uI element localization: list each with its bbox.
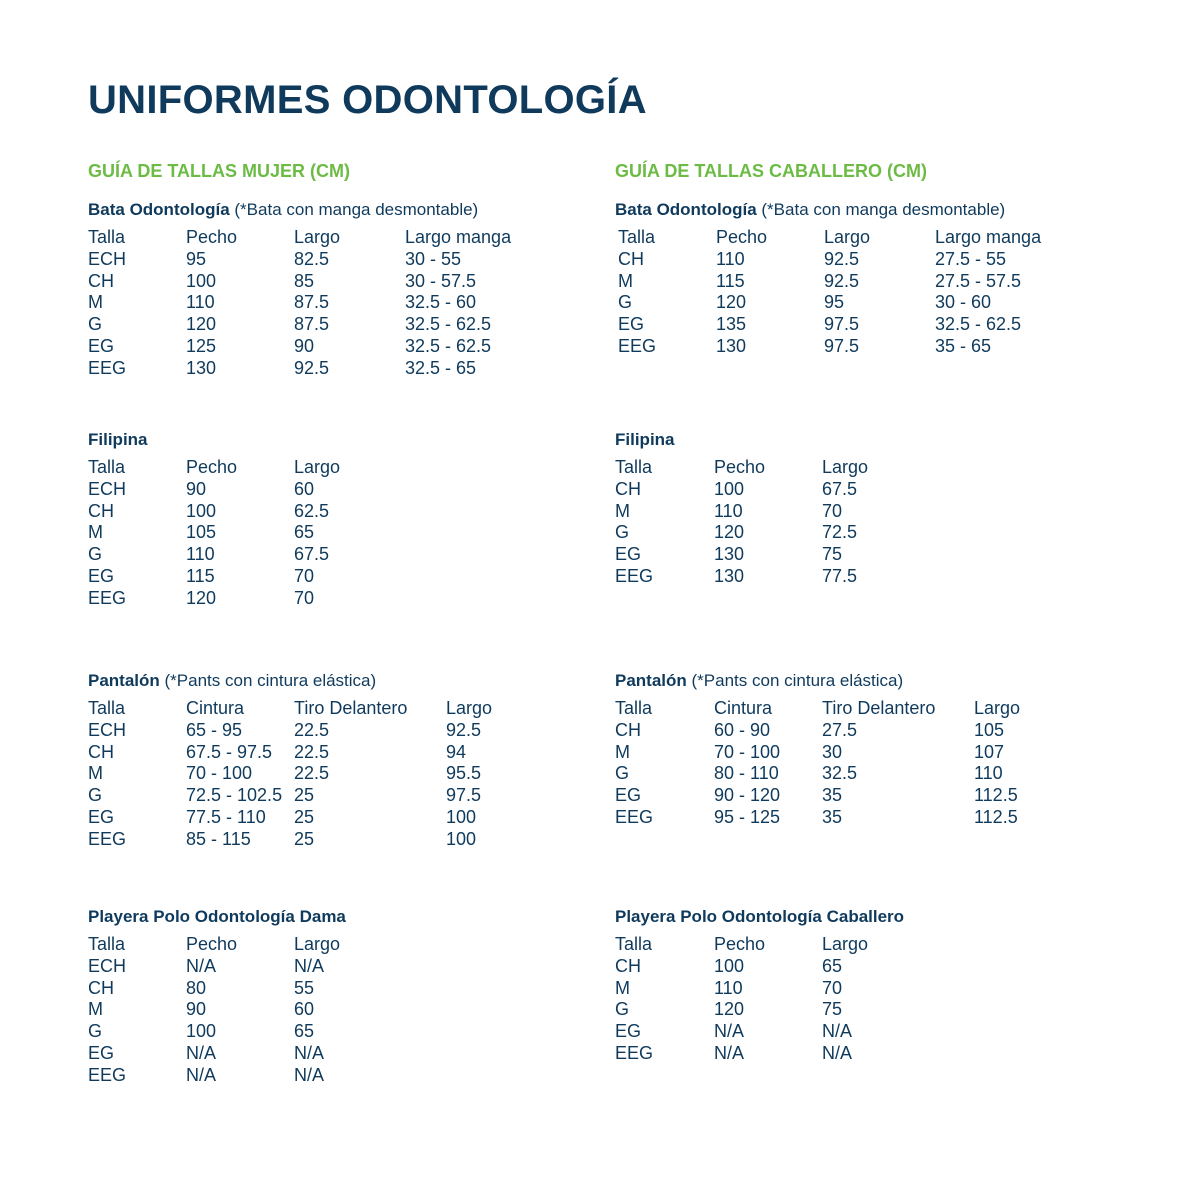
size-table [615, 227, 1135, 358]
garment-heading [615, 428, 1135, 452]
table-cell: M [88, 999, 103, 1020]
table-cell: EEG [88, 828, 127, 849]
garment-note: (*Pants con cintura elástica) [159, 671, 377, 690]
table-cell: 32.5 - 60 [405, 292, 477, 313]
table-row [88, 292, 608, 314]
table-cell: 60 [294, 999, 315, 1020]
table-cell: 22.5 [294, 741, 330, 762]
table-cell: 94 [446, 741, 467, 762]
table-cell: 120 [714, 522, 745, 543]
garment-heading [615, 198, 1135, 222]
table-row [88, 1043, 608, 1065]
table-cell: 32.5 - 62.5 [935, 314, 1022, 335]
table-cell: 65 [294, 522, 315, 543]
table-cell: G [615, 522, 630, 543]
table-cell: 75 [822, 544, 843, 565]
table-cell: 25 [294, 785, 315, 806]
table-cell: CH [618, 248, 644, 269]
size-table [615, 934, 1135, 1065]
garment-name: Bata Odontología [88, 200, 230, 219]
table-cell: 27.5 [822, 719, 858, 740]
column-header: Largo [974, 698, 1021, 718]
table-cell: 130 [714, 544, 745, 565]
guide-mujer [88, 158, 608, 1085]
mujer-pantalon-section [88, 669, 608, 851]
table-cell: EEG [615, 1042, 654, 1063]
table-row [615, 807, 1135, 829]
table-cell: M [88, 522, 103, 543]
mujer-polo-section [88, 905, 608, 1087]
table-cell: 120 [714, 999, 745, 1020]
table-cell: N/A [822, 1042, 853, 1063]
table-row [615, 720, 1135, 742]
table-row [88, 522, 608, 544]
column-header: Largo [822, 457, 869, 477]
table-row [88, 588, 608, 610]
table-cell: EEG [88, 587, 127, 608]
table-cell: 60 [294, 478, 315, 499]
table-cell: 100 [186, 1021, 217, 1042]
table-cell: 85 - 115 [186, 828, 251, 849]
guide-caballero-heading: GUÍA DE TALLAS CABALLERO (CM) [615, 161, 927, 181]
column-header: Pecho [716, 227, 768, 247]
table-cell: 87.5 [294, 292, 330, 313]
table-cell: 92.5 [824, 270, 860, 291]
table-cell: G [88, 785, 103, 806]
garment-note: (*Bata con manga desmontable) [756, 200, 1006, 219]
column-header: Pecho [186, 934, 238, 954]
column-header: Cintura [186, 698, 245, 718]
table-cell: 100 [186, 270, 217, 291]
table-cell: 70 [294, 565, 315, 586]
table-cell: EG [88, 1042, 115, 1063]
table-cell: 90 [294, 335, 315, 356]
table-cell: 100 [446, 828, 477, 849]
caballero-bata-section [615, 198, 1135, 358]
table-cell: M [618, 270, 633, 291]
table-cell: 112.5 [974, 785, 1018, 806]
table-cell: 105 [974, 719, 1005, 740]
table-cell: 70 [822, 500, 843, 521]
table-cell: 130 [186, 357, 217, 378]
table-cell: EEG [615, 565, 654, 586]
table-cell: CH [88, 741, 114, 762]
table-cell: CH [88, 500, 114, 521]
table-cell: 77.5 - 110 [186, 806, 266, 827]
table-cell: 32.5 [822, 763, 858, 784]
size-table [88, 934, 608, 1087]
column-header: Pecho [714, 457, 766, 477]
garment-heading [88, 669, 608, 693]
table-cell: 110 [714, 500, 743, 521]
column-header: Cintura [714, 698, 773, 718]
table-header [88, 457, 608, 479]
garment-name: Pantalón [88, 671, 160, 690]
table-cell: N/A [186, 1064, 217, 1085]
table-cell: 110 [186, 544, 215, 565]
table-row [615, 292, 1135, 314]
table-cell: 72.5 - 102.5 [186, 785, 283, 806]
table-cell: 65 [822, 955, 843, 976]
table-cell: 115 [186, 565, 215, 586]
caballero-filipina-section [615, 428, 1135, 588]
table-cell: G [615, 999, 630, 1020]
table-cell: 32.5 - 62.5 [405, 314, 492, 335]
table-cell: 112.5 [974, 806, 1018, 827]
table-cell: CH [88, 977, 114, 998]
column-header: Talla [615, 698, 653, 718]
table-row [88, 785, 608, 807]
table-row [88, 999, 608, 1021]
table-row [88, 1021, 608, 1043]
mujer-filipina-section [88, 428, 608, 610]
table-cell: 65 [294, 1021, 315, 1042]
garment-note: (*Bata con manga desmontable) [229, 200, 479, 219]
table-cell: 110 [716, 248, 745, 269]
table-row [615, 314, 1135, 336]
table-header [615, 934, 1135, 956]
table-row [88, 271, 608, 293]
table-cell: N/A [714, 1042, 745, 1063]
table-row [88, 479, 608, 501]
table-cell: M [88, 292, 103, 313]
table-cell: G [88, 1021, 103, 1042]
table-header [615, 457, 1135, 479]
table-cell: 95.5 [446, 763, 482, 784]
table-row [615, 763, 1135, 785]
table-cell: N/A [186, 1042, 217, 1063]
table-cell: 97.5 [824, 314, 860, 335]
column-header: Largo [294, 457, 341, 477]
table-cell: 100 [446, 806, 477, 827]
size-table [615, 457, 1135, 588]
table-cell: EG [615, 1021, 642, 1042]
table-cell: M [615, 500, 630, 521]
table-cell: EG [88, 806, 115, 827]
table-cell: 95 [824, 292, 845, 313]
table-cell: 110 [186, 292, 215, 313]
garment-name: Filipina [88, 430, 148, 449]
table-row [88, 829, 608, 851]
column-header: Largo manga [405, 227, 512, 247]
size-table [88, 457, 608, 610]
table-cell: 107 [974, 741, 1005, 762]
table-cell: 80 - 110 [714, 763, 779, 784]
table-cell: 90 [186, 999, 207, 1020]
table-cell: 60 - 90 [714, 719, 771, 740]
table-header [615, 698, 1135, 720]
table-cell: G [615, 763, 630, 784]
table-cell: CH [615, 955, 641, 976]
table-cell: 30 - 57.5 [405, 270, 477, 291]
column-header: Talla [88, 934, 126, 954]
caballero-pantalon-section [615, 669, 1135, 829]
table-cell: 32.5 - 65 [405, 357, 477, 378]
table-row [615, 999, 1135, 1021]
table-row [88, 1065, 608, 1087]
table-cell: EG [88, 335, 115, 356]
table-cell: 67.5 [822, 478, 858, 499]
table-cell: 135 [716, 314, 747, 335]
table-cell: M [615, 741, 630, 762]
table-row [615, 249, 1135, 271]
table-cell: 130 [714, 565, 745, 586]
table-cell: 35 - 65 [935, 335, 992, 356]
column-header: Largo manga [935, 227, 1042, 247]
table-cell: 125 [186, 335, 217, 356]
table-row [88, 742, 608, 764]
table-cell: 110 [974, 763, 1003, 784]
table-cell: 92.5 [824, 248, 860, 269]
column-header: Talla [88, 698, 126, 718]
table-cell: ECH [88, 955, 127, 976]
table-header [615, 227, 1135, 249]
table-row [615, 479, 1135, 501]
table-cell: 32.5 - 62.5 [405, 335, 492, 356]
table-cell: N/A [294, 1064, 325, 1085]
table-row [615, 956, 1135, 978]
table-cell: 97.5 [446, 785, 482, 806]
column-header: Talla [88, 227, 126, 247]
table-cell: M [615, 977, 630, 998]
garment-heading [88, 198, 608, 222]
table-cell: EG [88, 565, 115, 586]
garment-name: Bata Odontología [615, 200, 757, 219]
table-cell: N/A [294, 955, 325, 976]
table-cell: M [88, 763, 103, 784]
garment-name: Playera Polo Odontología Caballero [615, 907, 905, 926]
table-cell: 105 [186, 522, 217, 543]
garment-name: Playera Polo Odontología Dama [88, 907, 346, 926]
table-cell: CH [615, 719, 641, 740]
table-row [615, 522, 1135, 544]
table-cell: EG [615, 544, 642, 565]
table-cell: 27.5 - 55 [935, 248, 1007, 269]
table-header [88, 227, 608, 249]
table-cell: 90 [186, 478, 207, 499]
table-cell: 95 [186, 248, 207, 269]
table-cell: 87.5 [294, 314, 330, 335]
garment-name: Pantalón [615, 671, 687, 690]
column-header: Talla [88, 457, 126, 477]
table-cell: 115 [716, 270, 745, 291]
table-row [88, 249, 608, 271]
column-header: Pecho [714, 934, 766, 954]
table-cell: 67.5 [294, 544, 330, 565]
table-cell: N/A [186, 955, 217, 976]
table-row [88, 807, 608, 829]
table-cell: 95 - 125 [714, 806, 781, 827]
table-cell: 65 - 95 [186, 719, 243, 740]
table-cell: 82.5 [294, 248, 330, 269]
table-cell: CH [615, 478, 641, 499]
table-cell: CH [88, 270, 114, 291]
table-cell: ECH [88, 719, 127, 740]
table-cell: 100 [186, 500, 217, 521]
table-header [88, 934, 608, 956]
table-row [615, 742, 1135, 764]
table-cell: 120 [186, 314, 217, 335]
table-row [615, 785, 1135, 807]
column-header: Tiro Delantero [822, 698, 936, 718]
table-cell: 30 [822, 741, 843, 762]
caballero-polo-section [615, 905, 1135, 1065]
table-cell: 70 - 100 [714, 741, 781, 762]
column-header: Largo [294, 934, 341, 954]
table-cell: 70 - 100 [186, 763, 253, 784]
table-cell: 62.5 [294, 500, 330, 521]
garment-heading [615, 669, 1135, 693]
table-row [615, 1043, 1135, 1065]
table-cell: 35 [822, 806, 843, 827]
table-cell: 100 [714, 955, 745, 976]
size-table [88, 698, 608, 851]
column-header: Pecho [186, 457, 238, 477]
table-cell: 70 [822, 977, 843, 998]
table-row [615, 566, 1135, 588]
table-row [88, 978, 608, 1000]
column-header: Pecho [186, 227, 238, 247]
mujer-bata-section [88, 198, 608, 380]
size-table [615, 698, 1135, 829]
table-row [88, 544, 608, 566]
table-row [615, 501, 1135, 523]
table-cell: G [618, 292, 633, 313]
guide-caballero [615, 158, 1135, 1063]
column-header: Tiro Delantero [294, 698, 408, 718]
table-cell: G [88, 544, 103, 565]
table-cell: 22.5 [294, 763, 330, 784]
table-row [88, 336, 608, 358]
table-cell: 67.5 - 97.5 [186, 741, 273, 762]
table-cell: 25 [294, 806, 315, 827]
garment-heading [615, 905, 1135, 929]
garment-heading [88, 905, 608, 929]
column-header: Largo [822, 934, 869, 954]
table-row [88, 763, 608, 785]
guide-mujer-heading: GUÍA DE TALLAS MUJER (CM) [88, 161, 350, 181]
table-cell: 130 [716, 335, 747, 356]
table-row [88, 314, 608, 336]
table-row [88, 720, 608, 742]
column-header: Largo [824, 227, 871, 247]
column-header: Talla [615, 934, 653, 954]
table-cell: 90 - 120 [714, 785, 781, 806]
garment-name: Filipina [615, 430, 675, 449]
table-cell: 75 [822, 999, 843, 1020]
column-header: Talla [615, 457, 653, 477]
table-row [615, 271, 1135, 293]
table-cell: N/A [294, 1042, 325, 1063]
garment-heading [88, 428, 608, 452]
table-cell: 72.5 [822, 522, 858, 543]
column-header: Largo [294, 227, 341, 247]
table-cell: N/A [714, 1021, 745, 1042]
table-cell: 92.5 [446, 719, 482, 740]
table-cell: 22.5 [294, 719, 330, 740]
table-cell: EEG [615, 806, 654, 827]
page-title: UNIFORMES ODONTOLOGÍA [88, 78, 647, 122]
table-cell: 30 - 60 [935, 292, 992, 313]
column-header: Talla [618, 227, 656, 247]
table-cell: G [88, 314, 103, 335]
table-cell: 30 - 55 [405, 248, 462, 269]
column-header: Largo [446, 698, 493, 718]
table-cell: EEG [88, 357, 127, 378]
table-cell: 35 [822, 785, 843, 806]
table-cell: N/A [822, 1021, 853, 1042]
table-cell: 97.5 [824, 335, 860, 356]
table-cell: EEG [88, 1064, 127, 1085]
table-cell: 80 [186, 977, 207, 998]
table-row [88, 358, 608, 380]
table-cell: 110 [714, 977, 743, 998]
table-cell: 120 [716, 292, 747, 313]
table-cell: 92.5 [294, 357, 330, 378]
table-cell: 77.5 [822, 565, 858, 586]
table-row [615, 978, 1135, 1000]
garment-note: (*Pants con cintura elástica) [686, 671, 904, 690]
table-row [88, 501, 608, 523]
table-row [88, 566, 608, 588]
table-row [615, 544, 1135, 566]
table-row [615, 1021, 1135, 1043]
table-cell: EG [615, 785, 642, 806]
table-row [88, 956, 608, 978]
table-header [88, 698, 608, 720]
table-cell: 120 [186, 587, 217, 608]
table-cell: EEG [618, 335, 657, 356]
table-cell: EG [618, 314, 645, 335]
table-cell: 70 [294, 587, 315, 608]
table-cell: 100 [714, 478, 745, 499]
table-cell: ECH [88, 478, 127, 499]
table-cell: ECH [88, 248, 127, 269]
table-cell: 85 [294, 270, 315, 291]
table-row [615, 336, 1135, 358]
table-cell: 27.5 - 57.5 [935, 270, 1022, 291]
size-table [88, 227, 608, 380]
table-cell: 55 [294, 977, 315, 998]
table-cell: 25 [294, 828, 315, 849]
